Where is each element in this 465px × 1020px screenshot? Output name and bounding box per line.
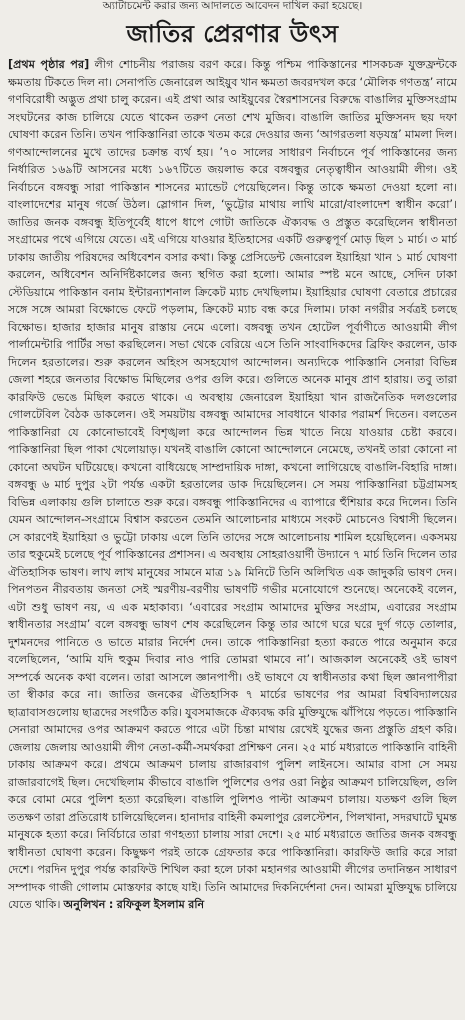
previous-article-fragment: অ্যাটাচমেন্ট করার জন্য আদালতে আবেদন দাখিল করা হয়েছে।: [102, 0, 363, 12]
translator-credit: অনুলিখন : রফিকুল ইসলাম রনি: [63, 898, 205, 911]
article-body: [8, 56, 457, 914]
article-body-text: লীগ শোচনীয় পরাজয় বরণ করে। কিন্তু পশ্চিম পাকিস্তানের শাসকচক্র যুক্তফ্রন্টকে ক্ষমতায় টিকতে দিল না। সেনাপতি জেনারেল আইয়ুব খান ক্ষমতা জবরদখল করে ‘মৌলিক গণতন্ত্র’ নামে গণবিরোধী অদ্ভুত প্রথা চালু করেন। এই প্রথা আর আইয়ুবের স্বৈরশাসনের বিরুদ্ধে বাঙালির মুক্তিসংগ্রাম সংঘটনের কাজ চালিয়ে যেতে থাকেন তরুণ নেতা শেখ মুজিব। বাঙালি জাতির মুক্তিসনদ ছয় দফা ঘোষণা করেন তিনি। তখন পাকিস্তানিরা তাকে খতম করে দেওয়ার জন্য ‘আগরতলা ষড়যন্ত্র’ মামলা দিল। গণআন্দোলনের মুখে তাদের চক্রান্ত ব্যর্থ হয়। ’৭০ সালের সাধারণ নির্বাচনে পূর্ব পাকিস্তানের জন্য নির্ধারিত ১৬৯টি আসনের মধ্যে ১৬৭টিতে জয়লাভ করে বঙ্গবন্ধুর নেতৃত্বাধীন আওয়ামী লীগ। ওই নির্বাচনে বঙ্গবন্ধু সারা পাকিস্তান শাসনের ম্যান্ডেট পেয়েছিলেন। কিন্তু তাকে ক্ষমতা দেওয়া হলো না। বাংলাদেশের মানুষ গর্জে উঠল। স্লোগান দিল, ‘ভুট্টোর মাথায় লাথি মারো/বাংলাদেশ স্বাধীন করো’। জাতির জনক বঙ্গবন্ধু ইতিপূর্বেই ধাপে ধাপে গোটা জাতিকে ঐক্যবদ্ধ ও প্রস্তুত করেছিলেন স্বাধীনতা সংগ্রামের পথে এগিয়ে যেতে। এই এগিয়ে যাওয়ার ইতিহাসের একটি গুরুত্বপূর্ণ মোড় ছিল ১ মার্চ। ৩ মার্চ ঢাকায় জাতীয় পরিষদের অধিবেশন বসার কথা। কিন্তু প্রেসিডেন্ট জেনারেল ইয়াহিয়া খান ১ মার্চ ঘোষণা করলেন, অধিবেশন অনির্দিষ্টকালের জন্য স্থগিত করা হলো। আমার স্পষ্ট মনে আছে, সেদিন ঢাকা স্টেডিয়ামে পাকিস্তান বনাম ইন্টারন্যাশনাল ক্রিকেট ম্যাচ দেখছিলাম। ইয়াহিয়ার ঘোষণা বেতারে প্রচারের সঙ্গে সঙ্গে আমরা বিক্ষোভে ফেটে পড়লাম, ক্রিকেট ম্যাচ বন্ধ করে দিলাম। ঢাকা নগরীর সর্বত্রই চলছে বিক্ষোভ। হাজার হাজার মানুষ রাস্তায় নেমে এলো। বঙ্গবন্ধু তখন হোটেল পূর্বাণীতে আওয়ামী লীগ পার্লামেন্টারি পার্টির সভা করছিলেন। সভা থেকে বেরিয়ে এসে তিনি সাংবাদিকদের ব্রিফিং করলেন, ডাক দিলেন হরতালের। শুরু করলেন অহিংস অসহযোগ আন্দোলন। অন্যদিকে পাকিস্তানি সেনারা বিভিন্ন জেলা শহরে জনতার বিক্ষোভ মিছিলের ওপর গুলি করে। গুলিতে অনেক মানুষ প্রাণ হারায়। তবু তারা কারফিউ ভেঙে মিছিল করতে থাকে। এ অবস্থায় জেনারেল ইয়াহিয়া খান রাজনৈতিক দলগুলোর গোলটেবিল বৈঠক ডাকলেন। ওই সময়টায় বঙ্গবন্ধু আমাদের সাবধানে থাকার পরামর্শ দিতেন। বলতেন পাকিস্তানিরা যে কোনোভাবেই বিশৃঙ্খলা করে আন্দোলন ভিন্ন খাতে নিয়ে যাওয়ার চেষ্টা করবে। পাকিস্তানিরা ছিল পাকা খেলোয়াড়। যখনই বাঙালি কোনো আন্দোলনে নেমেছে, তখনই তারা কোনো না কোনো অঘটন ঘটিয়েছে। কখনো বাধিয়েছে সাম্প্রদায়িক দাঙ্গা, কখনো লাগিয়েছে বাঙালি-বিহারি দাঙ্গা। বঙ্গবন্ধু ৬ মার্চ দুপুর ২টা পর্যন্ত একটা হরতালের ডাক দিয়েছিলেন। সে সময় পাকিস্তানিরা চট্টগ্রামসহ বিভিন্ন এলাকায় গুলি চালাতে শুরু করে। বঙ্গবন্ধু পাকিস্তানিদের এ ব্যাপারে হুঁশিয়ার করে দিলেন। তিনি যেমন আন্দোলন-সংগ্রামে বিশ্বাস করতেন তেমনি আলোচনার মাধ্যমে সংকট মোচনেও বিশ্বাসী ছিলেন। সে কারণেই ইয়াহিয়া ও ভুট্টো ঢাকায় এলে তিনি তাদের সঙ্গে আলোচনায় শামিল হয়েছিলেন। একসময় তার হুকুমেই চলেছে পূর্ব পাকিস্তানের প্রশাসন। এ অবস্থায় সোহরাওয়ার্দী উদ্যানে ৭ মার্চ তিনি দিলেন তার ঐতিহাসিক ভাষণ। লাখ লাখ মানুষের সামনে মাত্র ১৯ মিনিটে তিনি অলিখিত এক জাদুকরি ভাষণ দেন। পিনপতন নীরবতায় জনতা সেই স্মরণীয়-বরণীয় ভাষণটি গভীর মনোযোগে শুনেছে। অনেকেই বলেন, এটা শুধু ভাষণ নয়, এ এক মহাকাব্য। ‘এবারের সংগ্রাম আমাদের মুক্তির সংগ্রাম, এবারের সংগ্রাম স্বাধীনতার সংগ্রাম’ বলে বঙ্গবন্ধু ভাষণ শেষ করেছিলেন কিন্তু তার আগে ঘরে ঘরে দুর্গ গড়ে তোলার, দুশমনদের পানিতে ও ভাতে মারার নির্দেশ দেন। তাকে পাকিস্তানিরা হত্যা করতে পারে অনুমান করে বলেছিলেন, ‘আমি যদি হুকুম দিবার নাও পারি তোমরা থামবে না’। আজকাল অনেকেই ওই ভাষণ সম্পর্কে অনেক কথা বলেন। তারা আসলে জ্ঞানপাপী। ওই ভাষণে যে স্বাধীনতার কথা ছিল জ্ঞানপাপীরা তা স্বীকার করে না। জাতির জনকের ঐতিহাসিক ৭ মার্চের ভাষণের পর আমরা বিশ্ববিদ্যালয়ের ছাত্রাবাসগুলোয় ছাত্রদের সংগঠিত করি। যুবসমাজকে ঐক্যবদ্ধ করি মুক্তিযুদ্ধে ঝাঁপিয়ে পড়তে। পাকিস্তানি সেনারা আমাদের ওপর আক্রমণ করতে পারে এটা চিন্তা মাথায় রেখেই যুদ্ধের জন্য প্রস্তুতি গ্রহণ করি। জেলায় জেলায় আওয়ামী লীগ নেতা-কর্মী-সমর্থকরা প্রশিক্ষণ নেন। ২৫ মার্চ মধ্যরাতে পাকিস্তানি বাহিনী ঢাকায় আক্রমণ করে। প্রথমে আক্রমণ চালায় রাজারবাগ পুলিশ লাইনসে। আমার বাসা সে সময় রাজারবাগেই ছিল। দেখেছিলাম কীভাবে বাঙালি পুলিশের ওপর ওরা নিষ্ঠুর আক্রমণ চালিয়েছিল, গুলি করে বোমা মেরে পুলিশ হত্যা করেছিল। বাঙালি পুলিশও পাল্টা আক্রমণ চালায়। যতক্ষণ গুলি ছিল ততক্ষণ তারা প্রতিরোধ চালিয়েছিলেন। হানাদার বাহিনী কমলাপুর রেলস্টেশন, পিলখানা, সদরঘাটে ঘুমন্ত মানুষকে হত্যা করে। নির্বিচারে তারা গণহত্যা চালায় সারা দেশে। ২৫ মার্চ মধ্যরাতে জাতির জনক বঙ্গবন্ধু স্বাধীনতা ঘোষণা করেন। কিছুক্ষণ পরই তাকে গ্রেফতার করে পাকিস্তানিরা। কারফিউ জারি করে সারা দেশে। পরদিন দুপুর পর্যন্ত কারফিউ শিথিল করা হলে ঢাকা মহানগর আওয়ামী লীগের তদানিন্তন সাধারণ সম্পাদক গাজী গোলাম মোস্তফার কাছে যাই। তিনি আমাদের দিকনির্দেশনা দেন। আমরা মুক্তিযুদ্ধ চালিয়ে যেতে থাকি।: [8, 58, 457, 911]
article-headline: জাতির প্রেরণার উৎস: [126, 20, 339, 48]
continuation-label: [প্রথম পৃষ্ঠার পর]: [8, 58, 90, 71]
